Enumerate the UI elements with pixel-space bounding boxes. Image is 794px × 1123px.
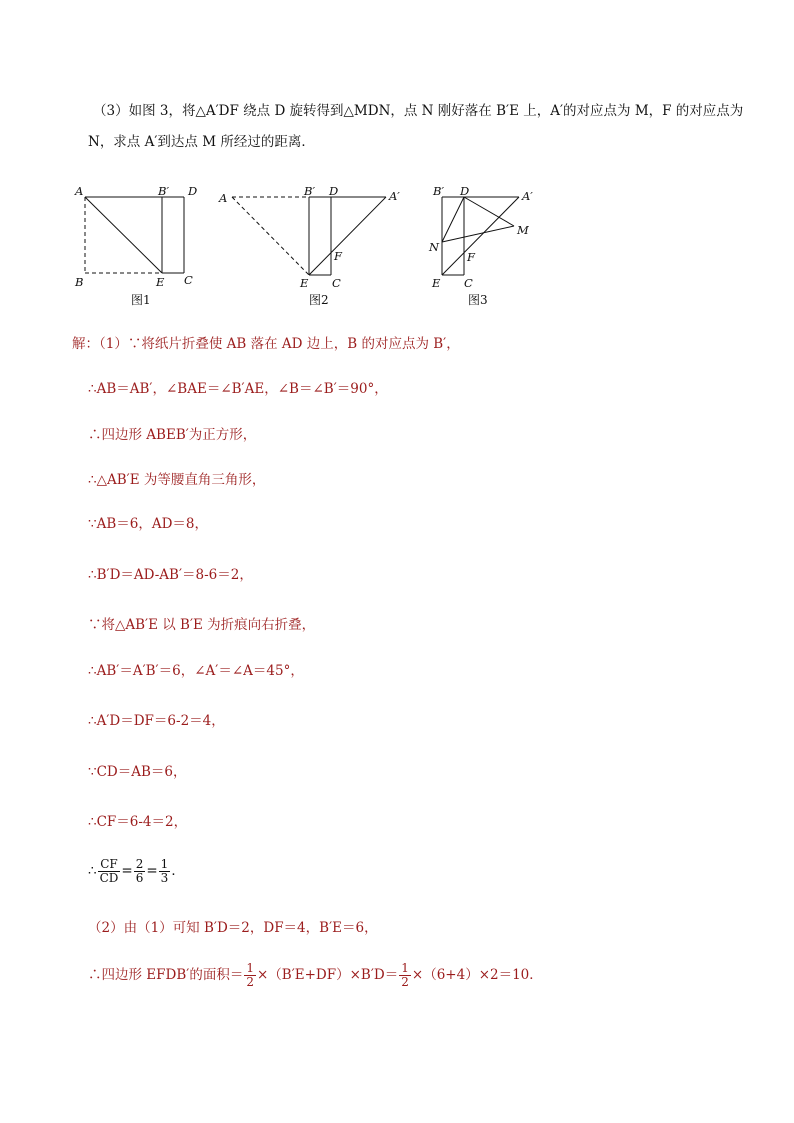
solution-line-8: ∴AB′＝A′B′＝6，∠A′＝∠A＝45°， (88, 663, 304, 679)
figure-3 (420, 180, 550, 310)
area-middle-1: ×（B′E+DF）×B′D＝ (256, 967, 399, 983)
fig3-segment-NM (442, 226, 514, 242)
fraction-denominator: CD (99, 871, 119, 885)
solution-line-6: ∴B′D＝AD-AB′＝8-6＝2， (88, 567, 253, 583)
fraction-numerator: 1 (160, 857, 169, 871)
fraction-2-6 (134, 858, 146, 885)
fraction-denominator: 2 (401, 975, 409, 989)
area-middle-2: ×（6+4）×2＝10． (411, 967, 543, 983)
fraction-numerator: 2 (135, 857, 144, 871)
fig2-label-F: F (334, 249, 342, 263)
fig3-label-M: M (517, 223, 529, 237)
fig3-label-D: D (460, 184, 470, 198)
fig1-label-E: E (156, 275, 165, 289)
solution-line-5: ∵AB＝6，AD＝8， (88, 516, 209, 532)
fig2-label-Bprime: B′ (304, 184, 316, 198)
solution-line-12-ratio (88, 858, 185, 885)
fig3-label-Aprime: A′ (522, 189, 533, 203)
fig1-label-Bprime: B′ (158, 184, 170, 198)
fraction-denominator: 2 (246, 975, 254, 989)
equals-sign: = (121, 863, 133, 879)
fig2-label-Aprime: A′ (389, 189, 400, 203)
fraction-denominator: 3 (160, 871, 169, 885)
fig3-label-F: F (467, 250, 475, 264)
solution-line-14-area (88, 962, 543, 989)
fig2-label-E: E (300, 276, 309, 290)
fig2-dashed-AE (232, 197, 309, 275)
problem3-line2: N，求点 A′到达点 M 所经过的距离． (88, 134, 315, 150)
solution-line-10: ∵CD＝AB＝6， (88, 764, 187, 780)
fig1-label-B: B (75, 275, 84, 289)
fig1-label-C: C (184, 273, 193, 287)
solution-line-7: ∵将△AB′E 以 B′E 为折痕向右折叠， (88, 617, 316, 633)
fig3-caption: 图3 (468, 293, 488, 307)
fraction-one-half (399, 962, 411, 989)
solution-line-11: ∴CF＝6-4＝2， (88, 814, 188, 830)
fig3-label-E: E (432, 276, 441, 290)
fig3-segment-EAprime (442, 197, 519, 275)
fig2-label-C: C (332, 276, 341, 290)
figure-2 (212, 180, 412, 310)
fraction-numerator: CF (98, 858, 121, 872)
area-prefix: ∴四边形 EFDB′的面积＝ (88, 967, 244, 983)
equals-sign: = (146, 863, 158, 879)
solution-line-3: ∴四边形 ABEB′为正方形， (88, 427, 257, 443)
solution-line-13: （2）由（1）可知 B′D＝2，DF＝4，B′E＝6， (88, 920, 378, 936)
ratio-prefix: ∴ (88, 863, 97, 879)
fig3-segment-DM (464, 197, 514, 226)
solution-line-2: ∴AB＝AB′，∠BAE＝∠B′AE，∠B＝∠B′＝90°， (88, 381, 388, 397)
fig2-label-A: A (219, 191, 228, 205)
fig3-label-N: N (429, 240, 440, 254)
fig3-label-Bprime: B′ (433, 184, 445, 198)
fraction-1-3 (159, 858, 171, 885)
fraction-denominator: 6 (135, 871, 144, 885)
fig2-caption: 图2 (309, 293, 329, 307)
solution-line-1: 解：（1）∵将纸片折叠使 AB 落在 AD 边上，B 的对应点为 B′， (72, 336, 460, 352)
solution-line-4: ∴△AB′E 为等腰直角三角形， (88, 472, 266, 488)
fraction-one-half (244, 962, 256, 989)
fig2-label-D: D (329, 184, 339, 198)
fig3-label-C: C (464, 276, 473, 290)
fig3-segment-DN (442, 197, 464, 242)
fig1-label-D: D (188, 184, 198, 198)
fraction-numerator: 1 (401, 961, 409, 975)
problem3-line1: （3）如图 3，将△A′DF 绕点 D 旋转得到△MDN，点 N 刚好落在 B′E 上，A′的对应点为 M，F 的对应点为 (93, 103, 744, 119)
figure-1 (70, 180, 210, 310)
fraction-numerator: 1 (246, 961, 254, 975)
fraction-cf-cd (98, 858, 121, 885)
fig1-label-A: A (75, 184, 84, 198)
ratio-suffix: ． (171, 863, 185, 879)
fig2-segment-EAprime (309, 197, 386, 275)
solution-line-9: ∴A′D＝DF＝6-2＝4， (88, 713, 225, 729)
fig1-caption: 图1 (131, 293, 151, 307)
fig1-segment-AE (85, 197, 162, 273)
